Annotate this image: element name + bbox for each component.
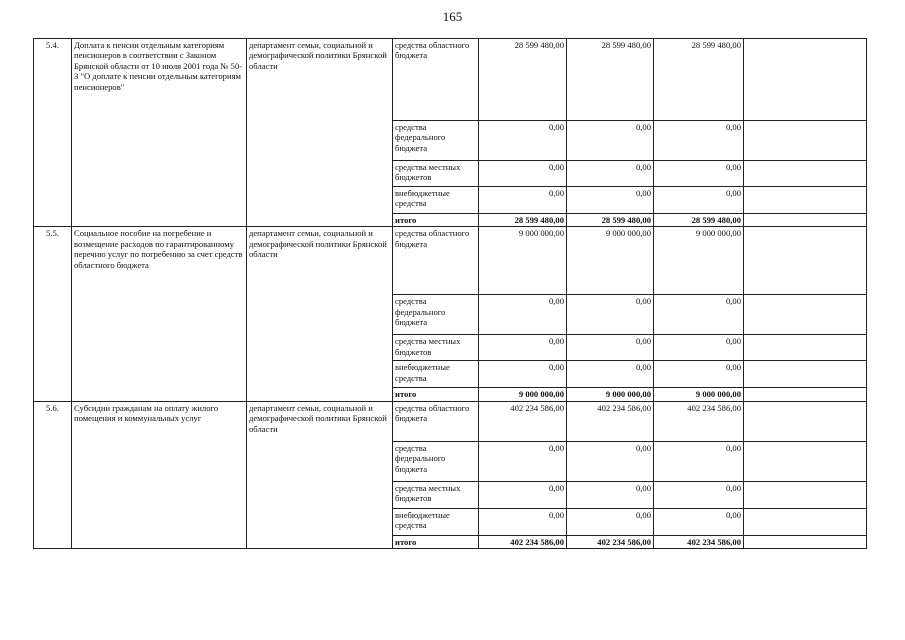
source-label: внебюджетные средства <box>393 508 479 535</box>
source-label: внебюджетные средства <box>393 187 479 214</box>
total-value: 402 234 586,00 <box>479 535 567 548</box>
value-cell: 9 000 000,00 <box>479 227 567 295</box>
value-cell: 402 234 586,00 <box>654 401 744 441</box>
total-value: 28 599 480,00 <box>654 214 744 227</box>
value-cell: 0,00 <box>654 295 744 335</box>
total-value: 402 234 586,00 <box>654 535 744 548</box>
source-label: средства областного бюджета <box>393 227 479 295</box>
empty-cell <box>744 187 867 214</box>
value-cell: 0,00 <box>567 508 654 535</box>
value-cell: 0,00 <box>654 335 744 361</box>
empty-cell <box>744 335 867 361</box>
value-cell: 28 599 480,00 <box>567 39 654 121</box>
item-number: 5.4. <box>34 39 72 227</box>
value-cell: 0,00 <box>567 481 654 508</box>
value-cell: 0,00 <box>479 121 567 161</box>
empty-cell <box>744 295 867 335</box>
item-number: 5.6. <box>34 401 72 548</box>
source-label: средства федерального бюджета <box>393 441 479 481</box>
empty-cell <box>744 39 867 121</box>
value-cell: 0,00 <box>567 441 654 481</box>
value-cell: 9 000 000,00 <box>567 227 654 295</box>
item-name: Доплата к пенсии отдельным категориям пенсионеров в соответствии с Законом Брянской области от 10 июля 2001 года № 50-З "О доплате к пенсии отдельным категориям пенсионеров" <box>72 39 247 227</box>
total-value: 9 000 000,00 <box>479 388 567 401</box>
empty-cell <box>744 121 867 161</box>
total-value: 9 000 000,00 <box>654 388 744 401</box>
value-cell: 0,00 <box>479 481 567 508</box>
value-cell: 0,00 <box>479 295 567 335</box>
value-cell: 0,00 <box>654 481 744 508</box>
value-cell: 0,00 <box>567 295 654 335</box>
source-label: внебюджетные средства <box>393 361 479 388</box>
source-label: средства областного бюджета <box>393 401 479 441</box>
empty-cell <box>744 535 867 548</box>
value-cell: 0,00 <box>567 361 654 388</box>
value-cell: 0,00 <box>567 335 654 361</box>
program-item <box>34 227 867 401</box>
source-label: средства местных бюджетов <box>393 481 479 508</box>
value-cell: 0,00 <box>654 508 744 535</box>
total-label: итого <box>393 214 479 227</box>
page-number: 165 <box>442 9 463 24</box>
value-cell: 0,00 <box>479 361 567 388</box>
value-cell: 0,00 <box>654 187 744 214</box>
source-label: средства местных бюджетов <box>393 161 479 187</box>
total-value: 28 599 480,00 <box>479 214 567 227</box>
value-cell: 0,00 <box>567 187 654 214</box>
source-label: средства областного бюджета <box>393 39 479 121</box>
item-executor: департамент семьи, социальной и демографической политики Брянской области <box>247 401 393 548</box>
empty-cell <box>744 388 867 401</box>
empty-cell <box>744 227 867 295</box>
total-label: итого <box>393 388 479 401</box>
program-item <box>34 401 867 548</box>
item-name: Субсидии гражданам на оплату жилого помещения и коммунальных услуг <box>72 401 247 548</box>
total-value: 9 000 000,00 <box>567 388 654 401</box>
total-value: 402 234 586,00 <box>567 535 654 548</box>
value-cell: 0,00 <box>654 361 744 388</box>
source-label: средства федерального бюджета <box>393 295 479 335</box>
value-cell: 28 599 480,00 <box>654 39 744 121</box>
item-number: 5.5. <box>34 227 72 401</box>
value-cell: 28 599 480,00 <box>479 39 567 121</box>
empty-cell <box>744 214 867 227</box>
item-name: Социальное пособие на погребение и возмещение расходов по гарантированному перечню услуг по погребению за счет средств областного бюджета <box>72 227 247 401</box>
empty-cell <box>744 441 867 481</box>
item-executor: департамент семьи, социальной и демографической политики Брянской области <box>247 227 393 401</box>
value-cell: 0,00 <box>654 161 744 187</box>
value-cell: 0,00 <box>654 441 744 481</box>
value-cell: 0,00 <box>567 161 654 187</box>
source-label: средства местных бюджетов <box>393 335 479 361</box>
budget-table <box>33 38 867 549</box>
value-cell: 402 234 586,00 <box>567 401 654 441</box>
value-cell: 0,00 <box>479 335 567 361</box>
value-cell: 0,00 <box>654 121 744 161</box>
empty-cell <box>744 161 867 187</box>
empty-cell <box>744 508 867 535</box>
program-item <box>34 39 867 227</box>
value-cell: 0,00 <box>567 121 654 161</box>
value-cell: 0,00 <box>479 508 567 535</box>
source-label: средства федерального бюджета <box>393 121 479 161</box>
empty-cell <box>744 401 867 441</box>
value-cell: 9 000 000,00 <box>654 227 744 295</box>
value-cell: 0,00 <box>479 161 567 187</box>
empty-cell <box>744 481 867 508</box>
total-value: 28 599 480,00 <box>567 214 654 227</box>
value-cell: 0,00 <box>479 187 567 214</box>
value-cell: 402 234 586,00 <box>479 401 567 441</box>
value-cell: 0,00 <box>479 441 567 481</box>
empty-cell <box>744 361 867 388</box>
item-executor: департамент семьи, социальной и демографической политики Брянской области <box>247 39 393 227</box>
total-label: итого <box>393 535 479 548</box>
